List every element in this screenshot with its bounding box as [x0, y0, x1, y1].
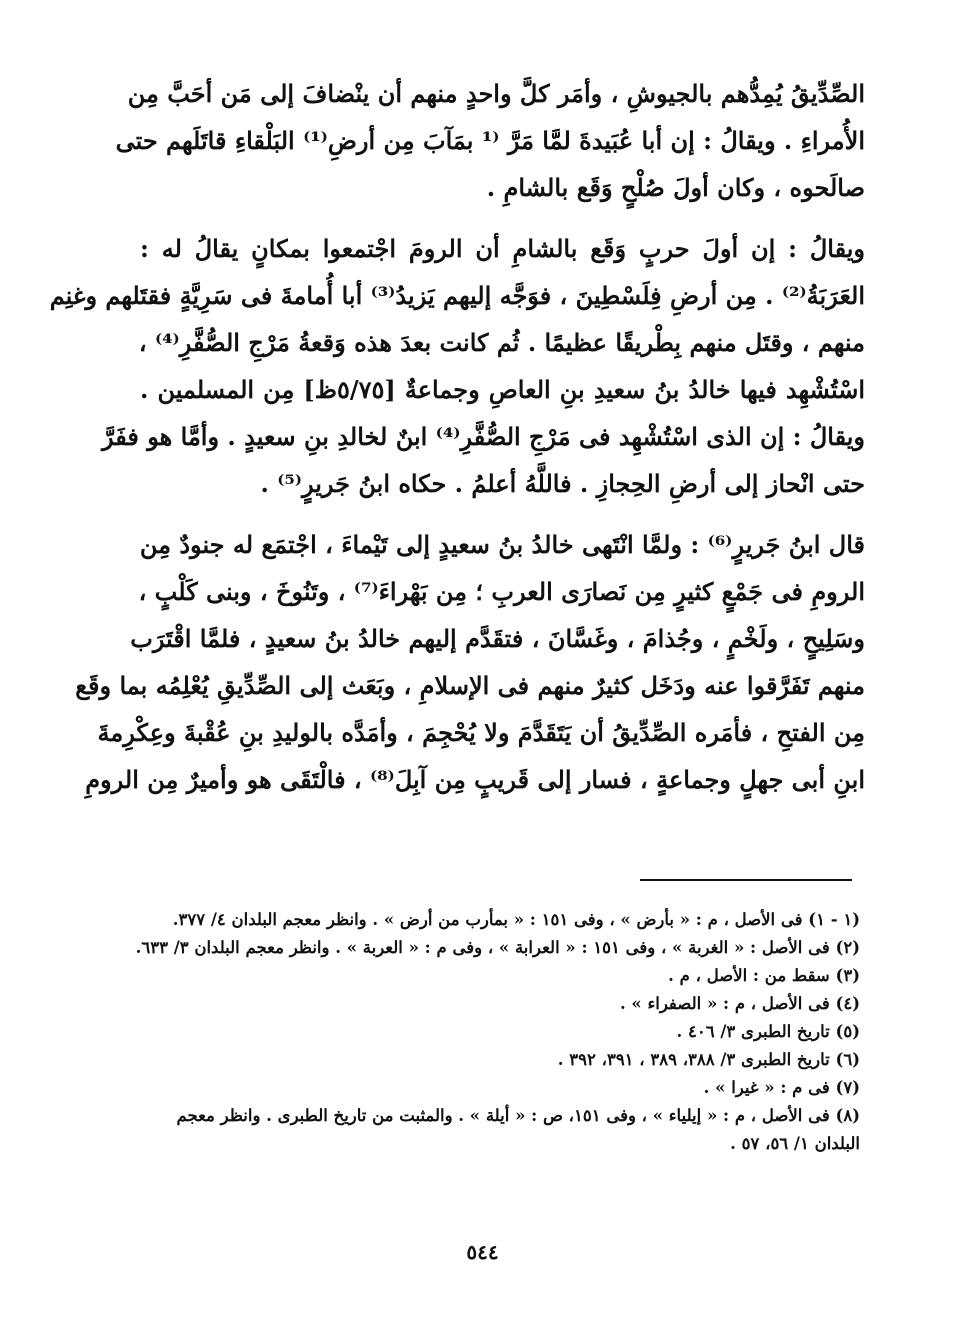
paragraph [115, 70, 865, 211]
paragraph [75, 521, 865, 803]
text-line: منهم تَفَرَّقوا عنه ودَخَل كثيرٌ منهم فى الإسلامِ ، وبَعَث إلى الصِّدِّيقِ يُعْلِمُه بما وقَع [75, 671, 865, 700]
text-line: ابنِ أبى جهلٍ وجماعةٍ ، فسار إلى قَريبٍ مِن آبِلَ⁽⁸⁾ ، فالْتَقَى هو وأميرٌ مِن الرومِ [85, 765, 865, 794]
footnote: (٨) فى الأصل ، م : « إيلياء » ، وفى ١٥١، ص : « أيلة » . والمثبت من تاريخ الطبرى . وانظر معجم [176, 1106, 860, 1125]
text-line: اسْتُشْهِد فيها خالدُ بنُ سعيدِ بنِ العاصِ وجماعةٌ [٥/٧٥ظ] مِن المسلمين . [140, 375, 865, 404]
main-text [49, 70, 865, 817]
text-line: الأُمراءِ . ويقالُ : إن أبا عُبَيدةَ لمَّا مَرَّ ⁽¹ بمَآبَ مِن أرضِ⁽¹⁾ البَلْقاءِ قاتَلَهم حتى [115, 126, 865, 155]
footnote: (٥) تاريخ الطبرى ٣/ ٤٠٦ . [676, 1022, 860, 1041]
footnote: (٢) فى الأصل : « الغربة » ، وفى ١٥١ : « العرابة » ، وفى م : « العربة » . وانظر معجم البلدان ٣/ ٦٣٣. [135, 938, 860, 957]
text-line: مِن الفتحِ ، فأمَره الصِّدِّيقُ أن يَتَقَدَّمَ ولا يُحْجِمَ ، وأمَدَّه بالوليدِ بنِ عُقْبةَ وعِكْرِمةَ [97, 718, 865, 747]
text-line: منهم ، وقتَل منهم بِطْريقًا عظيمًا . ثُم كانت بعدَ هذه وَقعةُ مَرْجِ الصُّفَّرِ⁽⁴⁾ ، [138, 328, 865, 357]
text-line: حتى انْحاز إلى أرضِ الحِجازِ . فاللَّهُ أعلمُ . حكاه ابنُ جَريرٍ⁽⁵⁾ . [260, 469, 865, 498]
footnote: (٦) تاريخ الطبرى ٣/ ٣٨٨، ٣٨٩ ، ٣٩١، ٣٩٢ . [557, 1050, 860, 1069]
footnote: (٤) فى الأصل ، م : « الصفراء » . [619, 994, 860, 1013]
text-line: وسَلِيحٍ ، ولَخْمٍ ، وجُذامَ ، وغَسَّانَ ، فتقَدَّم إليهم خالدُ بنُ سعيدٍ ، فلمَّا اقْتَرَب [130, 624, 865, 653]
footnote: (١ - ١) فى الأصل ، م : « بأرض » ، وفى ١٥١ : « بمأرب من أرض » . وانظر معجم البلدان ٤/ ٣٧٧. [172, 910, 860, 929]
page-number: ٥٤٤ [466, 1240, 499, 1264]
text-line: العَرَبَةُ⁽²⁾ . مِن أرضِ فِلَسْطِينَ ، فوَجَّه إليهم يَزيدُ⁽³⁾ أبا أُمامةَ فى سَرِيَّةٍ فقتَلهم وغنِم [49, 281, 865, 310]
text-line: ويقالُ : إن أولَ حربٍ وَقَع بالشامِ أن الرومَ اجْتمعوا بمكانٍ يقالُ له : [140, 234, 865, 263]
footnote: البلدان ١/ ٥٦، ٥٧ . [730, 1134, 860, 1153]
paragraph [49, 225, 865, 507]
text-line: الرومِ فى جَمْعٍ كثيرٍ مِن نَصارَى العربِ ؛ مِن بَهْراءَ⁽⁷⁾ ، وتَنُوخَ ، وبنى كَلْبٍ ، [138, 577, 865, 606]
text-line: صالَحوه ، وكان أولَ صُلْحٍ وَقَع بالشامِ . [486, 173, 865, 202]
footnote: (٧) فى م : « غيرا » . [703, 1078, 860, 1097]
text-line: قال ابنُ جَريرٍ⁽⁶⁾ : ولمَّا انْتَهى خالدُ بنُ سعيدٍ إلى تَيْماءَ ، اجْتمَع له جنودٌ مِن [139, 530, 865, 559]
text-line: ويقالُ : إن الذى اسْتُشْهِد فى مَرْجِ الصُّفَّرِ⁽⁴⁾ ابنٌ لخالدِ بنِ سعيدٍ . وأمَّا هو ففَرَّ [102, 422, 865, 451]
footnote-divider [640, 879, 852, 881]
text-line: الصِّدِّيقُ يُمِدُّهم بالجيوشِ ، وأمَر كلَّ واحدٍ منهم أن ينْضافَ إلى مَن أحَبَّ مِن [127, 79, 865, 108]
footnotes [135, 906, 860, 1158]
footnote: (٣) سقط من : الأصل ، م . [668, 966, 860, 985]
